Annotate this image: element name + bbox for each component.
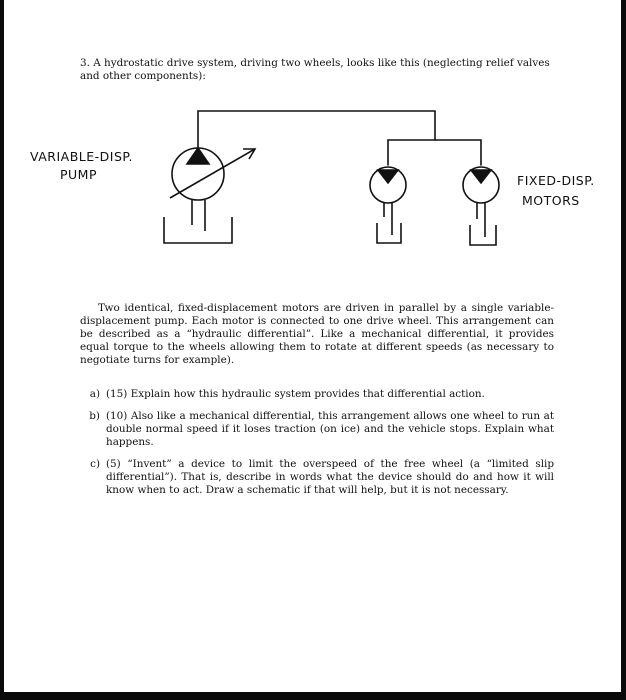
question-intro-text: A hydrostatic drive system, driving two wheels, looks like this (neglecting relief valves and other components): bbox=[80, 57, 550, 82]
fixed-displacement-motor-left-symbol bbox=[370, 167, 406, 243]
pump-label-line2: PUMP bbox=[60, 167, 98, 182]
variable-displacement-pump-symbol bbox=[164, 148, 255, 243]
question-parts bbox=[80, 388, 554, 506]
part-a-text: (15) Explain how this hydraulic system provides that differential action. bbox=[106, 388, 485, 400]
pump-label-line1: VARIABLE-DISP. bbox=[30, 149, 133, 164]
part-b-text: (10) Also like a mechanical differential, this arrangement allows one wheel to run at double normal speed if it loses traction (on ice) and the vehicle stops. Explain what happens. bbox=[106, 410, 554, 448]
question-intro bbox=[80, 57, 560, 83]
part-b-label: b) bbox=[89, 410, 100, 422]
motor-label-line1: FIXED-DISP. bbox=[517, 173, 595, 188]
part-b bbox=[80, 410, 554, 449]
part-c bbox=[80, 458, 554, 497]
part-a-label: a) bbox=[89, 388, 100, 400]
part-c-text: (5) “Invent” a device to limit the overspeed of the free wheel (a “limited slip differential”). That is, describe in words what the device should do and how it will know when to act. Draw a schematic if that will help, but it is not necessary. bbox=[106, 458, 554, 496]
part-c-label: c) bbox=[90, 458, 100, 470]
bottom-dark-border bbox=[0, 692, 626, 700]
question-number: 3. bbox=[80, 57, 90, 69]
hydraulic-schematic bbox=[0, 95, 626, 270]
motor-label-line2: MOTORS bbox=[522, 193, 580, 208]
description-paragraph: Two identical, fixed-displacement motors are driven in parallel by a single variable-displacement pump. Each motor is connected to one drive wheel. This arrangement can be described as a “hydraulic differential”. Like a mechanical differential, it provides equal torque to the wheels allowing them to rotate at different speeds (as necessary to negotiate turns for example). bbox=[80, 302, 554, 366]
fixed-displacement-motor-right-symbol bbox=[463, 167, 499, 245]
part-a bbox=[80, 388, 554, 401]
